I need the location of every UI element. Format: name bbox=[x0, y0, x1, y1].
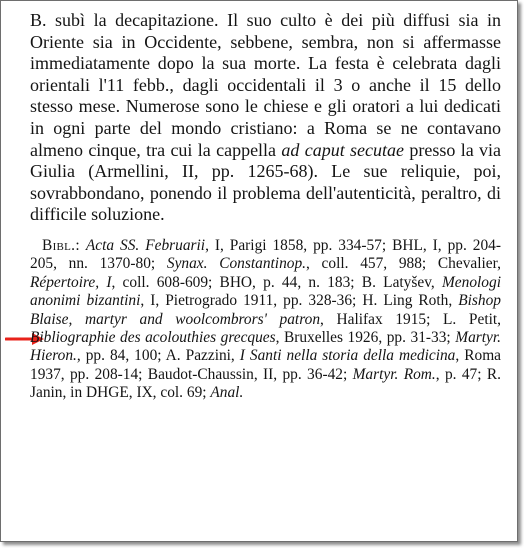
italic-title: Bishop Blaise, martyr and woolcombrors' patron bbox=[30, 292, 501, 328]
text-run: , coll. 457, 988; Chevalier, bbox=[306, 255, 501, 273]
text-run: , Roma 1937, pp. 208-14; Baudot-Chaussin, II, pp. 36-42; bbox=[30, 347, 501, 383]
text-run: , Halifax 1915; L. Petit, bbox=[320, 310, 501, 328]
text-run: , coll. 608-609; BHO, p. 44, n. 183; B. Latyšev, bbox=[111, 273, 442, 291]
italic-title: ad caput secutae bbox=[281, 139, 405, 160]
italic-title: Martyr. Hieron. bbox=[30, 328, 501, 365]
italic-title: Bibliographie des acolouthies grecques bbox=[30, 328, 276, 346]
text-run: , I, Parigi 1858, pp. 334-57; BHL, I, pp. 204-205, nn. 1370-80; bbox=[30, 236, 501, 273]
italic-title: Martyr. Rom. bbox=[352, 365, 436, 383]
text-run: , pp. 84, 100; A. Pazzini, bbox=[76, 347, 240, 365]
page-content bbox=[30, 10, 501, 403]
main-paragraph bbox=[30, 10, 501, 226]
bibliography-label: Bibl.: bbox=[42, 236, 80, 254]
text-run: , Bruxelles 1926, pp. 31-33; bbox=[275, 328, 456, 346]
italic-title: I Santi nella storia della medicina bbox=[239, 347, 456, 365]
text-run: B. subì la decapitazione. Il suo culto è dei più diffusi sia in Oriente sia in Occidente, sebbene, sembra, non si affermasse immediatamente dopo la sua morte. La festa è celebrata dagli orientali l'11 febb., dagli occidentali il 3 o anche il 15 dello stesso mese. Numerose sono le chiese e gli oratori a lui dedicati in ogni parte del mondo cristiano: a Roma se ne contavano almeno cinque, tra cui la cappella bbox=[30, 10, 501, 160]
text-run: , I, Pietrogrado 1911, pp. 328-36; H. Ling Roth, bbox=[140, 292, 459, 310]
italic-title: Menologi anonimi bizantini bbox=[30, 273, 501, 310]
text-run: presso la via Giulia (Armellini, II, pp. 1265-68). Le sue reliquie, poi, sovrabbondano, ponendo il problema dell'autenticità, peraltro, di difficile soluzione. bbox=[30, 139, 502, 225]
italic-title: Répertoire, I bbox=[30, 273, 112, 291]
italic-title: Anal. bbox=[210, 384, 244, 402]
text-run: , p. 47; R. Janin, in DHGE, IX, col. 69; bbox=[30, 365, 501, 402]
italic-title: Synax. Constantinop. bbox=[166, 255, 306, 273]
bibliography-paragraph bbox=[30, 237, 501, 403]
italic-title: Acta SS. Februarii bbox=[85, 236, 206, 254]
